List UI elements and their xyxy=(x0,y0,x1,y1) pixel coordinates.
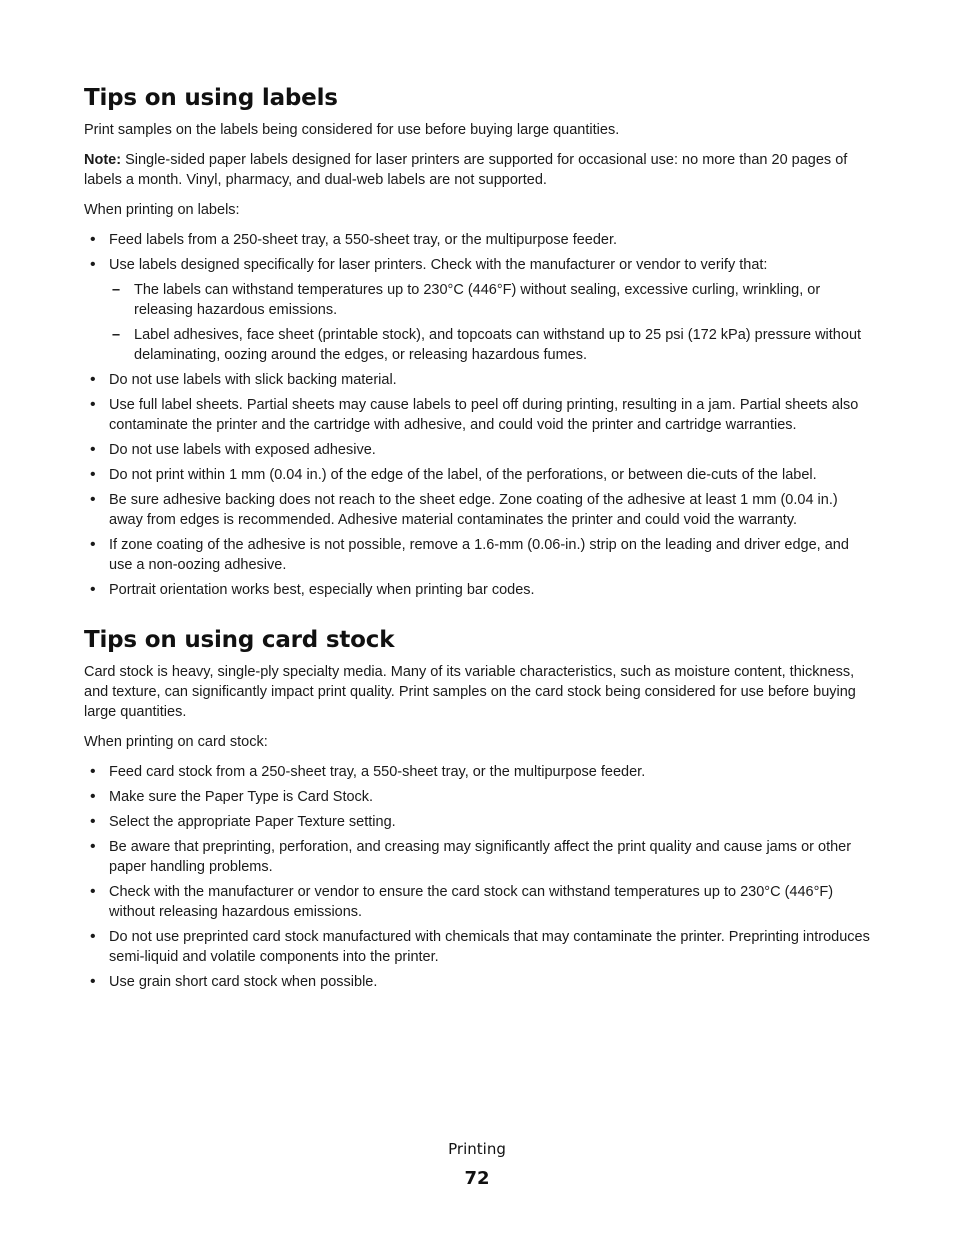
list-item-text: Use grain short card stock when possible. xyxy=(109,974,378,990)
list-item xyxy=(84,490,874,530)
list-item xyxy=(84,762,874,782)
list-item-text: If zone coating of the adhesive is not possible, remove a 1.6-mm (0.06-in.) strip on the leading and driver edge, and use a non-oozing adhesive. xyxy=(109,537,849,573)
list-item xyxy=(84,535,874,575)
labels-bullet-list xyxy=(84,230,874,600)
note-label: Note: xyxy=(84,152,122,168)
list-item xyxy=(84,812,874,832)
list-item xyxy=(84,230,874,250)
page-number: 72 xyxy=(464,1168,490,1189)
list-item xyxy=(84,787,874,807)
sub-list-item-text: The labels can withstand temperatures up to 230°C (446°F) without sealing, excessive curling, wrinkling, or releasing hazardous emissions. xyxy=(134,282,821,318)
footer-section-name: Printing xyxy=(448,1140,506,1158)
sub-list-item xyxy=(109,280,874,320)
labels-section-title: Tips on using labels xyxy=(84,85,338,111)
list-item xyxy=(84,927,874,967)
labels-section xyxy=(84,84,874,600)
note-text: Single-sided paper labels designed for laser printers are supported for occasional use: no more than 20 pages of labels a month. Vinyl, pharmacy, and dual-web labels are not supported. xyxy=(84,152,848,188)
labels-sub-list xyxy=(109,280,874,365)
card-stock-bullet-list xyxy=(84,762,874,992)
list-item-text: Use full label sheets. Partial sheets may cause labels to peel off during printing, resulting in a jam. Partial sheets also contaminate the printer and the cartridge with adhesive, and could void the printer and cartridge warranties. xyxy=(109,397,859,433)
list-item xyxy=(84,972,874,992)
list-item-text: Do not use labels with exposed adhesive. xyxy=(109,442,376,458)
list-item-text: Be aware that preprinting, perforation, and creasing may significantly affect the print quality and cause jams or other paper handling problems. xyxy=(109,839,852,875)
list-item-text: Do not print within 1 mm (0.04 in.) of the edge of the label, of the perforations, or between die-cuts of the label. xyxy=(109,467,817,483)
list-item-text: Feed card stock from a 250-sheet tray, a 550-sheet tray, or the multipurpose feeder. xyxy=(109,764,646,780)
list-item xyxy=(84,580,874,600)
card-stock-lead: When printing on card stock: xyxy=(84,734,268,750)
list-item-text: Do not use preprinted card stock manufactured with chemicals that may contaminate the printer. Preprinting introduces semi-liquid and volatile components into the printer. xyxy=(109,929,870,965)
list-item-text: Check with the manufacturer or vendor to ensure the card stock can withstand temperatures up to 230°C (446°F) without releasing hazardous emissions. xyxy=(109,884,834,920)
list-item xyxy=(84,255,874,365)
card-stock-section xyxy=(84,626,874,992)
labels-note xyxy=(84,150,874,190)
list-item-text: Feed labels from a 250-sheet tray, a 550-sheet tray, or the multipurpose feeder. xyxy=(109,232,618,248)
list-item xyxy=(84,440,874,460)
sub-list-item xyxy=(109,325,874,365)
list-item-text: Select the appropriate Paper Texture setting. xyxy=(109,814,396,830)
list-item-text: Do not use labels with slick backing material. xyxy=(109,372,397,388)
page-content xyxy=(84,84,874,997)
list-item-text: Use labels designed specifically for laser printers. Check with the manufacturer or vendor to verify that: xyxy=(109,257,768,273)
list-item xyxy=(84,882,874,922)
card-stock-intro: Card stock is heavy, single-ply specialty media. Many of its variable characteristics, such as moisture content, thickness, and texture, can significantly impact print quality. Print samples on the card stock being considered for use before buying large quantities. xyxy=(84,664,856,720)
list-item-text: Portrait orientation works best, especially when printing bar codes. xyxy=(109,582,535,598)
list-item xyxy=(84,370,874,390)
labels-intro: Print samples on the labels being considered for use before buying large quantities. xyxy=(84,122,620,138)
list-item xyxy=(84,465,874,485)
labels-lead: When printing on labels: xyxy=(84,202,240,218)
list-item xyxy=(84,837,874,877)
card-stock-section-title: Tips on using card stock xyxy=(84,627,395,653)
list-item-text: Make sure the Paper Type is Card Stock. xyxy=(109,789,374,805)
list-item xyxy=(84,395,874,435)
sub-list-item-text: Label adhesives, face sheet (printable stock), and topcoats can withstand up to 25 psi (172 kPa) pressure without delaminating, oozing around the edges, or releasing hazardous fumes. xyxy=(134,327,862,363)
list-item-text: Be sure adhesive backing does not reach to the sheet edge. Zone coating of the adhesive at least 1 mm (0.04 in.) away from edges is recommended. Adhesive material contaminates the printer and could void the warranty. xyxy=(109,492,838,528)
